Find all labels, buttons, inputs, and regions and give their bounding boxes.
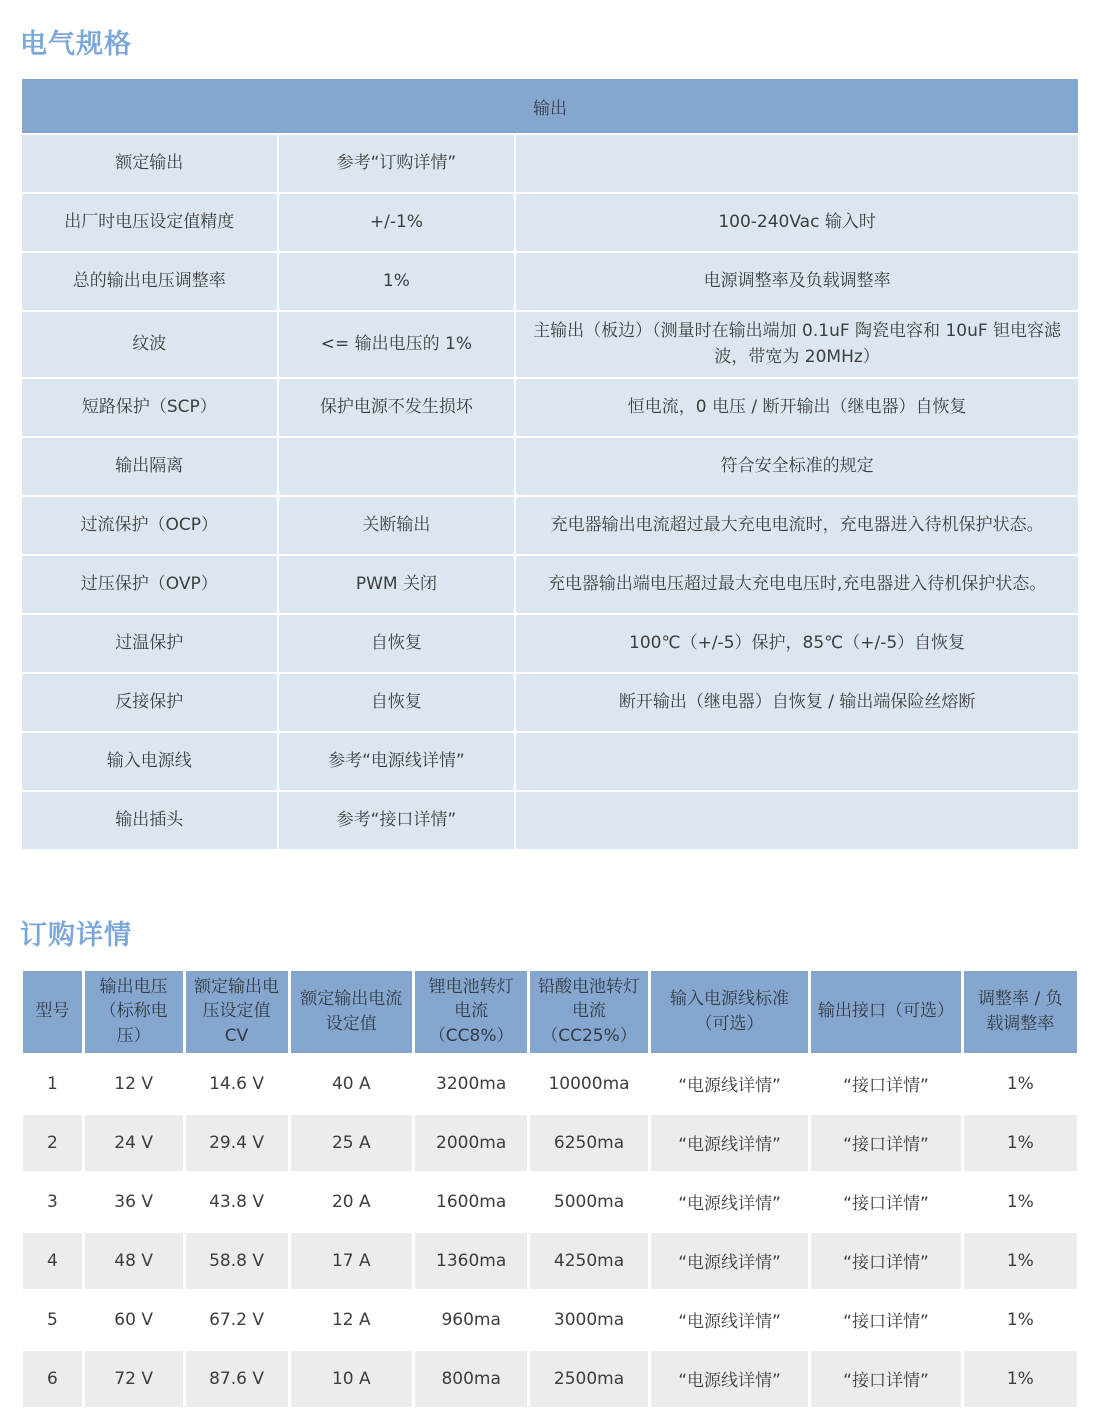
electrical-spec-table: [20, 77, 1080, 851]
order-value-cell: 48 V: [85, 1233, 183, 1289]
spec-item-cell: 输出隔离: [22, 438, 277, 495]
order-model-cell: 5: [23, 1292, 82, 1348]
order-value-cell: “电源线详情”: [651, 1292, 809, 1348]
spec-note-cell: [516, 733, 1078, 790]
order-value-cell: 36 V: [85, 1174, 183, 1230]
spec-item-cell: 输出插头: [22, 792, 277, 849]
order-value-cell: 29.4 V: [186, 1115, 288, 1171]
spec-table-row: [22, 497, 1078, 554]
section-gap: [20, 851, 1080, 913]
spec-header-row: [22, 79, 1078, 133]
spec-note-cell: 电源调整率及负载调整率: [516, 253, 1078, 310]
order-value-cell: 1%: [964, 1174, 1077, 1230]
order-value-cell: 60 V: [85, 1292, 183, 1348]
spec-table-row: [22, 615, 1078, 672]
order-value-cell: 1%: [964, 1056, 1077, 1112]
order-value-cell: 10000ma: [530, 1056, 647, 1112]
spec-value-cell: 关断输出: [279, 497, 515, 554]
spec-item-cell: 输入电源线: [22, 733, 277, 790]
order-model-cell: 3: [23, 1174, 82, 1230]
order-table-row: [23, 1056, 1077, 1112]
order-value-cell: 1600ma: [415, 1174, 527, 1230]
spec-item-cell: 总的输出电压调整率: [22, 253, 277, 310]
electrical-spec-title: 电气规格: [20, 29, 132, 60]
spec-note-cell: [516, 135, 1078, 192]
spec-note-cell: 充电器输出电流超过最大充电电流时，充电器进入待机保护状态。: [516, 497, 1078, 554]
spec-table-row: [22, 379, 1078, 436]
spec-value-cell: 参考“电源线详情”: [279, 733, 515, 790]
order-column-header-6: 输入电源线标准（可选）: [651, 971, 809, 1053]
order-table-row: [23, 1292, 1077, 1348]
order-value-cell: 58.8 V: [186, 1233, 288, 1289]
order-column-header-5: 铅酸电池转灯电流（CC25%）: [530, 971, 647, 1053]
order-column-header-2: 额定输出电压设定值 CV: [186, 971, 288, 1053]
spec-item-cell: 过温保护: [22, 615, 277, 672]
order-value-cell: 20 A: [291, 1174, 413, 1230]
order-value-cell: 1360ma: [415, 1233, 527, 1289]
spec-header-output: 输出: [22, 79, 1078, 133]
order-table-row: [23, 1174, 1077, 1230]
order-value-cell: 67.2 V: [186, 1292, 288, 1348]
order-value-cell: 2500ma: [530, 1351, 647, 1407]
spec-value-cell: 参考“接口详情”: [279, 792, 515, 849]
spec-value-cell: +/-1%: [279, 194, 515, 251]
order-value-cell: “电源线详情”: [651, 1174, 809, 1230]
order-value-cell: 5000ma: [530, 1174, 647, 1230]
spec-note-cell: 100℃（+/-5）保护，85℃（+/-5）自恢复: [516, 615, 1078, 672]
spec-value-cell: [279, 438, 515, 495]
order-value-cell: 12 V: [85, 1056, 183, 1112]
spec-note-cell: 符合安全标准的规定: [516, 438, 1078, 495]
order-value-cell: 1%: [964, 1115, 1077, 1171]
spec-item-cell: 额定输出: [22, 135, 277, 192]
order-value-cell: 3200ma: [415, 1056, 527, 1112]
order-value-cell: “接口详情”: [811, 1115, 960, 1171]
spec-item-cell: 反接保护: [22, 674, 277, 731]
spec-item-cell: 出厂时电压设定值精度: [22, 194, 277, 251]
spec-note-cell: 主输出（板边）（测量时在输出端加 0.1uF 陶瓷电容和 10uF 钽电容滤波，带宽为 20MHz）: [516, 312, 1078, 377]
spec-table-row: [22, 733, 1078, 790]
order-value-cell: 2000ma: [415, 1115, 527, 1171]
spec-value-cell: 保护电源不发生损坏: [279, 379, 515, 436]
order-value-cell: 1%: [964, 1351, 1077, 1407]
order-value-cell: 1%: [964, 1233, 1077, 1289]
order-value-cell: 4250ma: [530, 1233, 647, 1289]
order-value-cell: 14.6 V: [186, 1056, 288, 1112]
spec-table-row: [22, 674, 1078, 731]
spec-note-cell: [516, 792, 1078, 849]
spec-item-cell: 纹波: [22, 312, 277, 377]
order-value-cell: 800ma: [415, 1351, 527, 1407]
spec-value-cell: <= 输出电压的 1%: [279, 312, 515, 377]
spec-value-cell: PWM 关闭: [279, 556, 515, 613]
order-value-cell: “接口详情”: [811, 1056, 960, 1112]
order-header-row: [23, 971, 1077, 1053]
order-column-header-0: 型号: [23, 971, 82, 1053]
order-value-cell: 72 V: [85, 1351, 183, 1407]
order-table-row: [23, 1351, 1077, 1407]
order-table-row: [23, 1233, 1077, 1289]
order-model-cell: 1: [23, 1056, 82, 1112]
order-value-cell: “电源线详情”: [651, 1351, 809, 1407]
order-column-header-4: 锂电池转灯电流（CC8%）: [415, 971, 527, 1053]
spec-value-cell: 1%: [279, 253, 515, 310]
order-column-header-3: 额定输出电流设定值: [291, 971, 413, 1053]
spec-table-row: [22, 312, 1078, 377]
spec-note-cell: 100-240Vac 输入时: [516, 194, 1078, 251]
order-value-cell: 1%: [964, 1292, 1077, 1348]
spec-value-cell: 参考“订购详情”: [279, 135, 515, 192]
order-value-cell: “接口详情”: [811, 1233, 960, 1289]
order-column-header-7: 输出接口（可选）: [811, 971, 960, 1053]
spec-value-cell: 自恢复: [279, 674, 515, 731]
order-value-cell: “电源线详情”: [651, 1233, 809, 1289]
order-model-cell: 4: [23, 1233, 82, 1289]
order-value-cell: 24 V: [85, 1115, 183, 1171]
order-value-cell: “接口详情”: [811, 1174, 960, 1230]
spec-note-cell: 恒电流，0 电压 / 断开输出（继电器）自恢复: [516, 379, 1078, 436]
order-value-cell: 10 A: [291, 1351, 413, 1407]
order-column-header-8: 调整率 / 负载调整率: [964, 971, 1077, 1053]
spec-table-row: [22, 194, 1078, 251]
order-model-cell: 2: [23, 1115, 82, 1171]
order-details-table: [20, 968, 1080, 1410]
order-table-row: [23, 1115, 1077, 1171]
order-details-title: 订购详情: [20, 919, 132, 951]
spec-note-cell: 充电器输出端电压超过最大充电电压时,充电器进入待机保护状态。: [516, 556, 1078, 613]
spec-item-cell: 过压保护（OVP）: [22, 556, 277, 613]
order-column-header-1: 输出电压（标称电压）: [85, 971, 183, 1053]
order-value-cell: 17 A: [291, 1233, 413, 1289]
order-value-cell: 3000ma: [530, 1292, 647, 1348]
spec-table-row: [22, 792, 1078, 849]
order-value-cell: “接口详情”: [811, 1292, 960, 1348]
order-value-cell: 40 A: [291, 1056, 413, 1112]
order-value-cell: 25 A: [291, 1115, 413, 1171]
spec-table-row: [22, 135, 1078, 192]
order-value-cell: 87.6 V: [186, 1351, 288, 1407]
spec-item-cell: 过流保护（OCP）: [22, 497, 277, 554]
spec-item-cell: 短路保护（SCP）: [22, 379, 277, 436]
spec-table-row: [22, 253, 1078, 310]
spec-note-cell: 断开输出（继电器）自恢复 / 输出端保险丝熔断: [516, 674, 1078, 731]
order-value-cell: “电源线详情”: [651, 1056, 809, 1112]
order-value-cell: “电源线详情”: [651, 1115, 809, 1171]
order-value-cell: “接口详情”: [811, 1351, 960, 1407]
order-value-cell: 12 A: [291, 1292, 413, 1348]
order-model-cell: 6: [23, 1351, 82, 1407]
order-value-cell: 6250ma: [530, 1115, 647, 1171]
spec-value-cell: 自恢复: [279, 615, 515, 672]
spec-table-row: [22, 438, 1078, 495]
order-value-cell: 960ma: [415, 1292, 527, 1348]
spec-table-row: [22, 556, 1078, 613]
order-value-cell: 43.8 V: [186, 1174, 288, 1230]
